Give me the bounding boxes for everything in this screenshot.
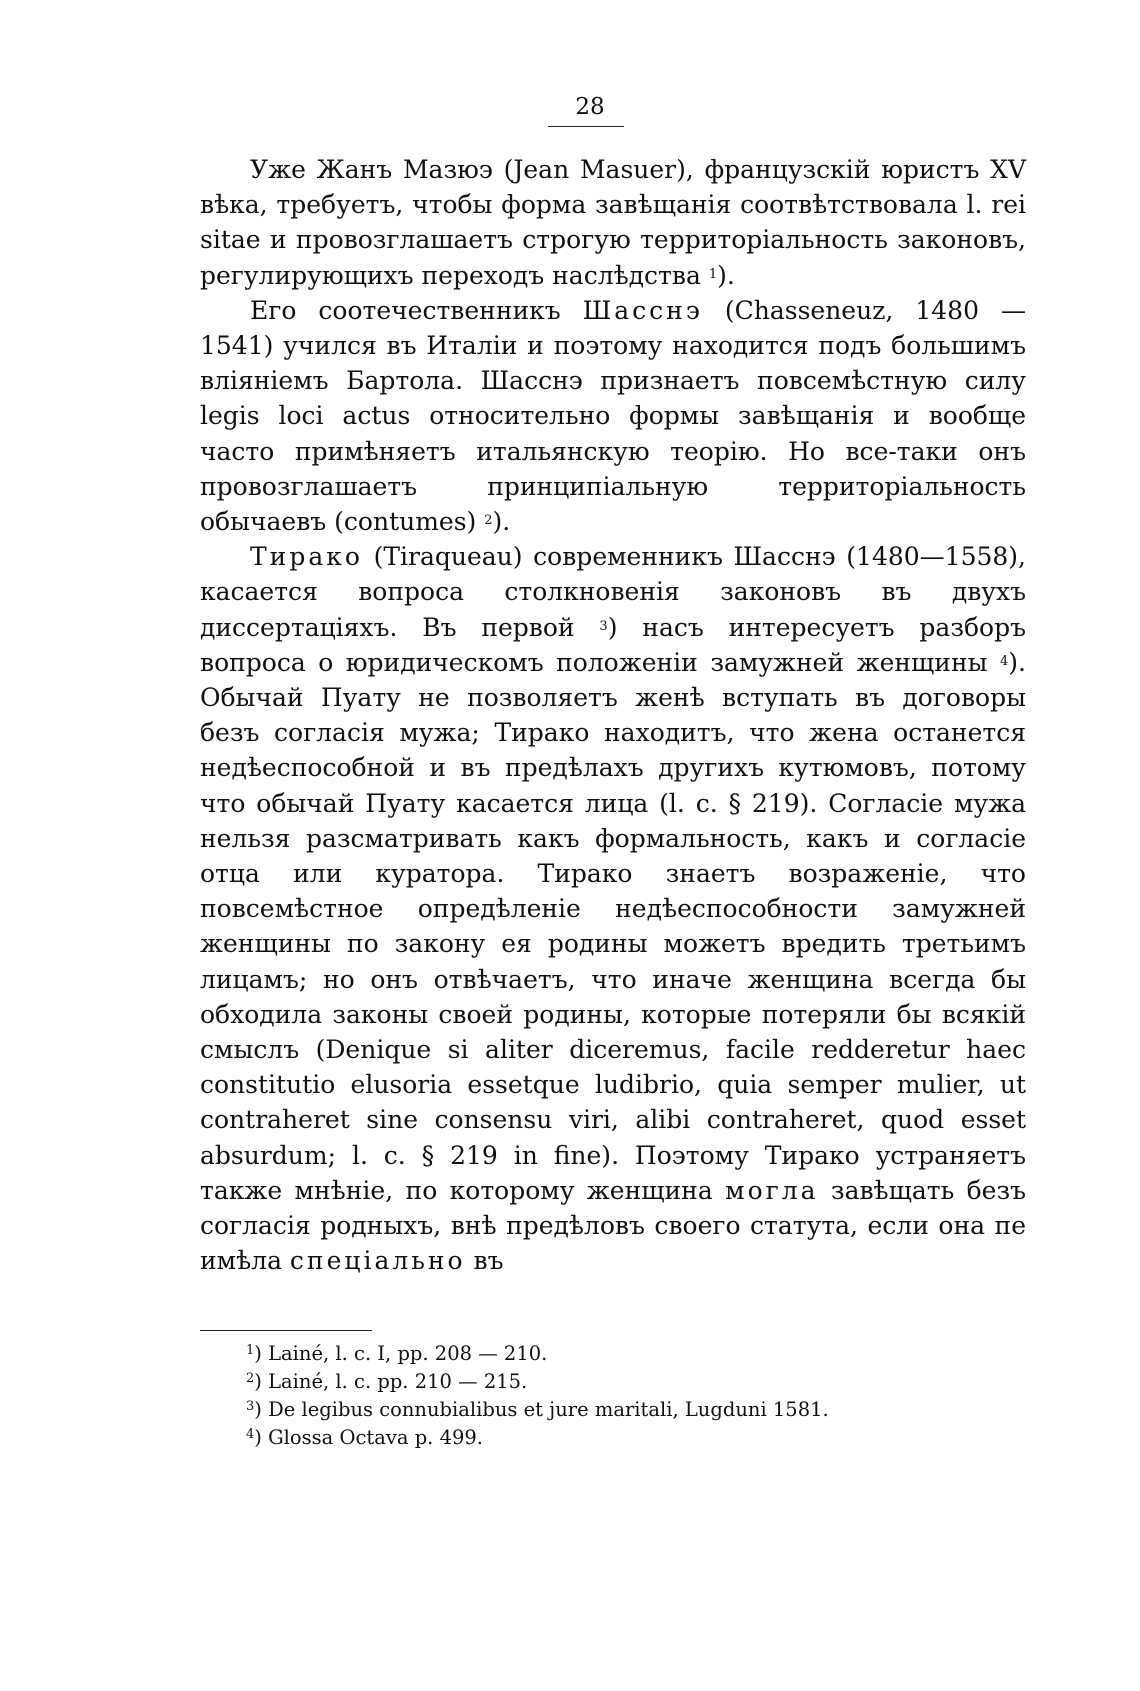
footnote-2-text: ) Lainé, l. c. pp. 210 — 215. [254, 1370, 528, 1393]
paragraph-1 [200, 152, 1026, 293]
footnote-1-marker: 1 [246, 1343, 255, 1358]
paragraph-1-text-2: ). [717, 260, 735, 290]
spaced-word-specialno: спеціально [289, 1246, 466, 1276]
page-number: 28 [575, 94, 605, 120]
footnote-ref-3: 3 [599, 618, 608, 634]
footnote-ref-2: 2 [484, 513, 493, 529]
footnote-1-text: ) Lainé, l. c. I, pp. 208 — 210. [254, 1342, 548, 1365]
paragraph-1-text-1: Уже Жанъ Мазюэ (Jean Masuer), французскій юристъ XV вѣка, требуетъ, чтобы форма завѣщанія соотвѣтствовала l. rei sitae и провозглашаетъ строгую территоріальность законовъ, регулирующихъ переходъ наслѣдства [200, 155, 1026, 290]
paragraph-3-text-4: завѣщать безъ согласія родныхъ, внѣ предѣловъ своего статута, если она пе имѣла [200, 1175, 1026, 1276]
footnote-ref-4: 4 [1000, 653, 1009, 669]
footnote-3-text: ) De legibus connubialibus et jure maritali, Lugduni 1581. [254, 1398, 829, 1421]
paragraph-2 [200, 293, 1026, 539]
paragraph-3-text-2: ) насъ интересуетъ разборъ вопроса о юридическомъ положеніи замужней женщины [200, 612, 1026, 677]
footnote-2 [246, 1368, 1006, 1396]
footnote-4-marker: 4 [246, 1427, 255, 1442]
footnote-ref-1: 1 [708, 266, 718, 282]
footnote-1 [246, 1340, 1006, 1368]
footnote-3-marker: 3 [246, 1399, 255, 1414]
paragraph-3-text-5: въ [465, 1246, 504, 1276]
footnote-4-text: ) Glossa Octava p. 499. [254, 1426, 483, 1449]
footnotes [246, 1340, 1006, 1452]
paragraph-2-text-2: (Chasseneuz, 1480 — 1541) учился въ Италіи и поэтому находится подъ большимъ вліяніемъ Бартола. Шасснэ признаетъ повсемѣстную силу legis loci actus относительно формы завѣщанія и вообще часто примѣняетъ итальянскую теорію. Но все-таки онъ провозглашаетъ принципіальную территоріальность обычаевъ (contumes) [200, 295, 1026, 537]
paragraph-3-text-3: ). Обычай Пуату не позволяетъ женѣ вступать въ договоры безъ согласія мужа; Тирако находитъ, что жена останется недѣеспособной и въ предѣлахъ другихъ кутюмовъ, потому что обычай Пуату касается лица (l. c. § 219). Согласіе мужа нельзя разсматривать какъ формальность, какъ и согласіе отца или куратора. Тирако знаетъ возраженіе, что повсемѣстное опредѣленіе недѣеспособности замужней женщины по закону ея родины можетъ вредить третьимъ лицамъ; но онъ отвѣчаетъ, что иначе женщина всегда бы обходила законы своей родины, которые потеряли бы всякій смыслъ (Denique si aliter diceremus, facile redderetur haec constitutio elusoria essetque ludibrio, quia semper mulier, ut contraheret sine consensu viri, alibi contraheret, quod esset absurdum; l. c. § 219 in fine). Поэтому Тирако устраняетъ также мнѣніе, по которому женщина [200, 647, 1026, 1205]
page-number-underline [548, 126, 624, 127]
footnote-4 [246, 1424, 1006, 1452]
spaced-name-chasseneuz: Шасснэ [582, 295, 703, 325]
paragraph-3-text-1: (Tiraqueau) современникъ Шасснэ (1480—1558), касается вопроса столкновенія законовъ въ двухъ диссертаціяхъ. Въ первой [200, 542, 1026, 642]
spaced-name-tiraqueau: Тирако [250, 542, 363, 572]
body-text [200, 152, 1026, 1279]
paragraph-2-text-1: Его соотечественникъ [250, 295, 583, 325]
footnote-2-marker: 2 [246, 1371, 255, 1386]
spaced-word-mogla: могла [725, 1175, 819, 1205]
paragraph-3 [200, 539, 1026, 1278]
footnote-divider [200, 1330, 372, 1331]
paragraph-2-text-3: ). [492, 507, 511, 537]
footnote-3 [246, 1396, 1006, 1424]
